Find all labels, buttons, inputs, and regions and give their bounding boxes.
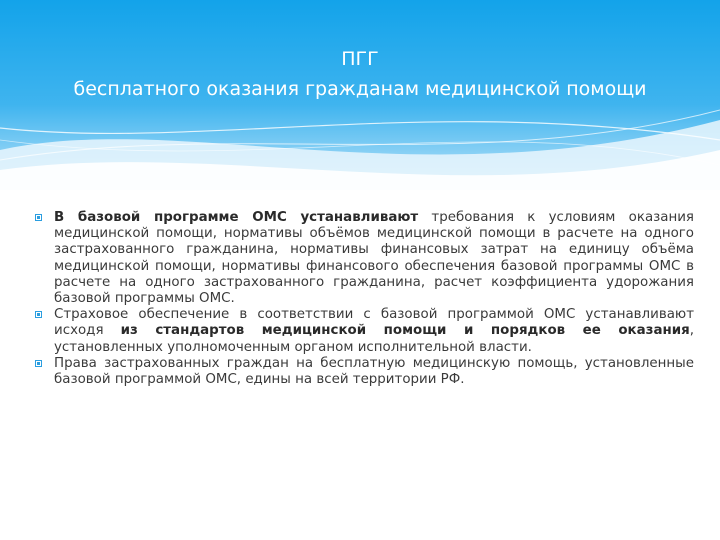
list-item-text-post: , установленных уполномоченным органом исполнительной власти. [54, 323, 694, 355]
list-item-bold-mid: из стандартов медицинской помощи и порядков ее оказания [120, 323, 690, 339]
list-item-bold-lead: В базовой программе ОМС устанавливают [54, 210, 419, 225]
page-title-line-1: ПГГ [341, 48, 379, 70]
list-item [34, 307, 694, 356]
square-bullet-icon [35, 311, 42, 318]
page-title [0, 44, 720, 104]
bullet-list-container [34, 210, 694, 388]
list-item [34, 210, 694, 307]
bullet-list [34, 210, 694, 388]
list-item-text: требования к условиям оказания медицинской помощи, нормативы объёмов медицинской помощи в расчете на одного застрахованного гражданина, нормативы финансовых затрат на единицу объёма медицинской помощи, нормативы финансового обеспечения базовой программы ОМС в расчете на одного застрахованного гражданина, расчет коэффициента удорожания базовой программы ОМС. [54, 210, 694, 307]
square-bullet-icon [35, 360, 42, 367]
list-item-text-pre: Страховое обеспечение в соответствии с базовой программой ОМС устанавливают исходя [54, 307, 694, 339]
page-title-line-2: бесплатного оказания гражданам медицинской помощи [73, 78, 647, 100]
title-banner [0, 0, 720, 190]
list-item-text: Права застрахованных граждан на бесплатную медицинскую помощь, установленные базовой программой ОМС, едины на всей территории РФ. [54, 355, 694, 388]
list-item [34, 356, 694, 388]
square-bullet-icon [35, 214, 42, 221]
